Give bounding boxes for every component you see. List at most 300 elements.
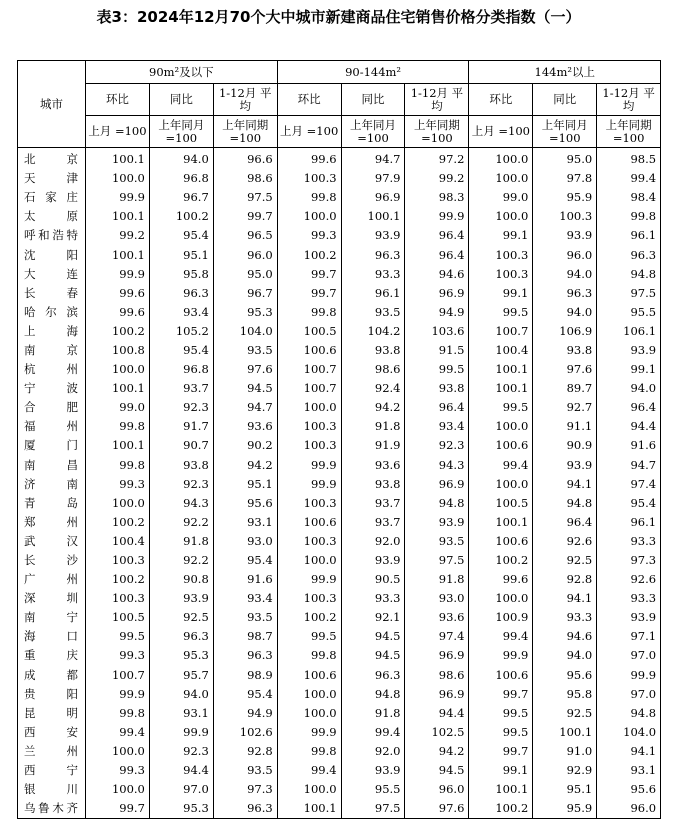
index-value: 96.4 xyxy=(405,245,469,264)
city-name: 厦门 xyxy=(24,438,78,453)
index-value: 95.4 xyxy=(149,341,213,360)
index-value: 100.6 xyxy=(469,532,533,551)
index-value: 100.4 xyxy=(86,532,150,551)
table-row xyxy=(18,742,661,761)
index-value: 100.0 xyxy=(277,704,341,723)
index-value: 97.6 xyxy=(213,360,277,379)
city-cell xyxy=(18,360,86,379)
index-value: 97.5 xyxy=(341,799,405,819)
index-value: 99.9 xyxy=(277,723,341,742)
index-value: 99.8 xyxy=(277,188,341,207)
index-value: 100.0 xyxy=(86,780,150,799)
subcolumn-header: 同比 xyxy=(533,84,597,116)
index-value: 91.8 xyxy=(405,570,469,589)
table-row xyxy=(18,532,661,551)
index-value: 93.1 xyxy=(149,704,213,723)
index-value: 100.0 xyxy=(277,207,341,226)
city-cell xyxy=(18,226,86,245)
index-value: 94.5 xyxy=(213,379,277,398)
index-value: 94.0 xyxy=(533,265,597,284)
index-value: 94.5 xyxy=(341,627,405,646)
city-name: 北京 xyxy=(24,152,78,167)
city-cell xyxy=(18,513,86,532)
city-cell xyxy=(18,589,86,608)
table-row xyxy=(18,627,661,646)
table-row xyxy=(18,475,661,494)
index-value: 100.3 xyxy=(277,589,341,608)
index-value: 100.0 xyxy=(277,780,341,799)
city-cell xyxy=(18,148,86,170)
index-value: 93.1 xyxy=(597,761,661,780)
index-value: 94.6 xyxy=(533,627,597,646)
base-header: 上年同月 =100 xyxy=(341,116,405,148)
index-value: 100.0 xyxy=(469,148,533,170)
index-value: 92.5 xyxy=(533,551,597,570)
index-value: 99.3 xyxy=(86,761,150,780)
index-value: 93.9 xyxy=(149,589,213,608)
index-value: 96.9 xyxy=(405,646,469,665)
index-value: 95.4 xyxy=(213,685,277,704)
index-value: 102.6 xyxy=(213,723,277,742)
table-row xyxy=(18,303,661,322)
table-body xyxy=(18,148,661,819)
city-cell xyxy=(18,723,86,742)
index-value: 96.4 xyxy=(533,513,597,532)
subcolumn-header: 1-12月 平均 xyxy=(405,84,469,116)
index-value: 97.0 xyxy=(597,685,661,704)
index-value: 94.0 xyxy=(533,303,597,322)
city-cell xyxy=(18,780,86,799)
base-header: 上月 =100 xyxy=(86,116,150,148)
index-value: 100.0 xyxy=(277,398,341,417)
index-value: 95.8 xyxy=(149,265,213,284)
index-value: 100.3 xyxy=(277,494,341,513)
index-value: 91.8 xyxy=(149,532,213,551)
index-value: 92.3 xyxy=(149,742,213,761)
index-value: 94.8 xyxy=(597,704,661,723)
index-value: 95.5 xyxy=(341,780,405,799)
index-value: 100.3 xyxy=(277,169,341,188)
index-value: 93.1 xyxy=(213,513,277,532)
index-value: 99.4 xyxy=(469,456,533,475)
table-row xyxy=(18,417,661,436)
index-value: 90.9 xyxy=(533,436,597,455)
city-header: 城市 xyxy=(18,61,86,148)
index-value: 100.3 xyxy=(86,589,150,608)
index-value: 100.2 xyxy=(277,245,341,264)
city-name: 广州 xyxy=(24,572,78,587)
city-cell xyxy=(18,761,86,780)
index-value: 99.9 xyxy=(405,207,469,226)
city-cell xyxy=(18,799,86,819)
index-value: 96.0 xyxy=(533,245,597,264)
city-name: 昆明 xyxy=(24,705,78,720)
group-header-mid: 90-144m² xyxy=(277,61,469,84)
index-value: 95.6 xyxy=(533,666,597,685)
index-value: 100.3 xyxy=(469,245,533,264)
city-cell xyxy=(18,551,86,570)
city-name: 长沙 xyxy=(24,553,78,568)
index-value: 95.0 xyxy=(533,148,597,170)
index-value: 95.9 xyxy=(533,188,597,207)
table-row xyxy=(18,245,661,264)
index-value: 97.3 xyxy=(213,780,277,799)
index-value: 99.4 xyxy=(469,627,533,646)
index-value: 93.7 xyxy=(341,513,405,532)
index-value: 99.1 xyxy=(597,360,661,379)
index-value: 93.0 xyxy=(405,589,469,608)
index-value: 100.6 xyxy=(469,436,533,455)
index-value: 94.7 xyxy=(597,456,661,475)
index-value: 103.6 xyxy=(405,322,469,341)
index-value: 99.1 xyxy=(469,284,533,303)
index-value: 104.0 xyxy=(213,322,277,341)
index-value: 100.3 xyxy=(277,532,341,551)
index-value: 91.7 xyxy=(149,417,213,436)
index-value: 92.9 xyxy=(533,761,597,780)
index-value: 91.0 xyxy=(533,742,597,761)
index-value: 96.8 xyxy=(149,169,213,188)
index-value: 99.3 xyxy=(86,475,150,494)
group-header-large: 144m²以上 xyxy=(469,61,661,84)
index-value: 99.9 xyxy=(277,475,341,494)
index-value: 96.4 xyxy=(597,398,661,417)
city-name: 大连 xyxy=(24,266,78,281)
index-value: 100.3 xyxy=(469,265,533,284)
index-value: 97.4 xyxy=(405,627,469,646)
index-value: 92.4 xyxy=(341,379,405,398)
index-value: 99.8 xyxy=(277,646,341,665)
subcolumn-header: 1-12月 平均 xyxy=(213,84,277,116)
index-value: 95.8 xyxy=(533,685,597,704)
index-value: 99.4 xyxy=(86,723,150,742)
index-value: 91.9 xyxy=(341,436,405,455)
index-value: 100.0 xyxy=(469,207,533,226)
index-value: 99.8 xyxy=(277,742,341,761)
index-value: 93.5 xyxy=(405,532,469,551)
subcolumn-header: 环比 xyxy=(277,84,341,116)
city-cell xyxy=(18,207,86,226)
index-value: 100.1 xyxy=(86,436,150,455)
index-value: 94.4 xyxy=(597,417,661,436)
index-value: 99.0 xyxy=(86,398,150,417)
index-value: 96.3 xyxy=(533,284,597,303)
table-row xyxy=(18,570,661,589)
table-row xyxy=(18,646,661,665)
index-value: 100.1 xyxy=(469,379,533,398)
index-value: 95.1 xyxy=(149,245,213,264)
city-cell xyxy=(18,704,86,723)
table-row xyxy=(18,799,661,819)
city-cell xyxy=(18,169,86,188)
index-value: 99.5 xyxy=(405,360,469,379)
table-row xyxy=(18,398,661,417)
table-row xyxy=(18,284,661,303)
index-value: 96.3 xyxy=(149,284,213,303)
table-row xyxy=(18,360,661,379)
index-value: 104.0 xyxy=(597,723,661,742)
index-value: 97.8 xyxy=(533,169,597,188)
index-value: 93.9 xyxy=(341,226,405,245)
index-value: 92.1 xyxy=(341,608,405,627)
index-value: 98.5 xyxy=(597,148,661,170)
index-value: 90.2 xyxy=(213,436,277,455)
index-value: 96.0 xyxy=(213,245,277,264)
index-value: 93.3 xyxy=(341,265,405,284)
city-cell xyxy=(18,608,86,627)
city-cell xyxy=(18,303,86,322)
group-header-small: 90m²及以下 xyxy=(86,61,278,84)
index-value: 94.9 xyxy=(405,303,469,322)
city-cell xyxy=(18,532,86,551)
index-value: 93.8 xyxy=(149,456,213,475)
city-cell xyxy=(18,646,86,665)
subcolumn-header: 同比 xyxy=(341,84,405,116)
index-value: 100.3 xyxy=(277,436,341,455)
subcolumn-header: 环比 xyxy=(86,84,150,116)
index-value: 92.0 xyxy=(341,742,405,761)
index-value: 96.7 xyxy=(213,284,277,303)
city-name: 哈尔滨 xyxy=(24,304,78,319)
index-value: 93.5 xyxy=(213,761,277,780)
index-value: 100.3 xyxy=(86,551,150,570)
table-row xyxy=(18,551,661,570)
index-value: 99.7 xyxy=(86,799,150,819)
index-value: 100.5 xyxy=(86,608,150,627)
index-value: 94.4 xyxy=(405,704,469,723)
index-value: 90.8 xyxy=(149,570,213,589)
city-cell xyxy=(18,265,86,284)
index-value: 100.1 xyxy=(469,513,533,532)
table-row xyxy=(18,322,661,341)
index-value: 100.2 xyxy=(86,570,150,589)
index-value: 95.3 xyxy=(149,799,213,819)
subcolumn-header-row xyxy=(18,84,661,116)
index-value: 100.1 xyxy=(341,207,405,226)
table-row xyxy=(18,761,661,780)
index-value: 95.9 xyxy=(533,799,597,819)
index-value: 99.9 xyxy=(86,685,150,704)
city-name: 南昌 xyxy=(24,457,78,472)
index-value: 97.4 xyxy=(597,475,661,494)
index-value: 100.1 xyxy=(86,207,150,226)
table-row xyxy=(18,341,661,360)
index-value: 98.3 xyxy=(405,188,469,207)
index-value: 90.5 xyxy=(341,570,405,589)
index-value: 92.2 xyxy=(149,513,213,532)
index-value: 91.8 xyxy=(341,704,405,723)
city-cell xyxy=(18,188,86,207)
index-value: 93.5 xyxy=(341,303,405,322)
index-value: 96.4 xyxy=(405,226,469,245)
index-value: 97.6 xyxy=(405,799,469,819)
index-value: 99.7 xyxy=(469,742,533,761)
index-value: 100.9 xyxy=(469,608,533,627)
index-value: 98.6 xyxy=(341,360,405,379)
index-value: 97.5 xyxy=(405,551,469,570)
index-value: 93.9 xyxy=(597,608,661,627)
index-value: 97.5 xyxy=(213,188,277,207)
index-value: 97.2 xyxy=(405,148,469,170)
index-value: 96.3 xyxy=(341,666,405,685)
index-value: 96.6 xyxy=(213,148,277,170)
table-row xyxy=(18,226,661,245)
index-value: 94.6 xyxy=(405,265,469,284)
index-value: 100.7 xyxy=(469,322,533,341)
index-value: 93.9 xyxy=(341,761,405,780)
index-value: 95.3 xyxy=(213,303,277,322)
index-value: 96.3 xyxy=(597,245,661,264)
index-value: 98.9 xyxy=(213,666,277,685)
base-header: 上年同月 =100 xyxy=(533,116,597,148)
index-value: 93.9 xyxy=(533,456,597,475)
index-value: 100.6 xyxy=(469,666,533,685)
table-row xyxy=(18,207,661,226)
table-row xyxy=(18,188,661,207)
index-value: 94.2 xyxy=(341,398,405,417)
index-value: 93.6 xyxy=(405,608,469,627)
index-value: 94.0 xyxy=(597,379,661,398)
index-value: 100.7 xyxy=(277,379,341,398)
index-value: 95.6 xyxy=(597,780,661,799)
index-value: 91.5 xyxy=(405,341,469,360)
city-name: 合肥 xyxy=(24,400,78,415)
index-value: 99.9 xyxy=(86,188,150,207)
city-name: 乌鲁木齐 xyxy=(24,801,78,816)
city-name: 西安 xyxy=(24,724,78,739)
index-value: 106.9 xyxy=(533,322,597,341)
table-row xyxy=(18,723,661,742)
index-value: 102.5 xyxy=(405,723,469,742)
index-value: 99.7 xyxy=(213,207,277,226)
index-value: 100.1 xyxy=(86,379,150,398)
index-value: 99.9 xyxy=(597,666,661,685)
index-value: 97.0 xyxy=(149,780,213,799)
index-value: 94.0 xyxy=(149,685,213,704)
index-value: 96.1 xyxy=(341,284,405,303)
index-value: 97.9 xyxy=(341,169,405,188)
city-cell xyxy=(18,245,86,264)
city-cell xyxy=(18,322,86,341)
index-value: 93.3 xyxy=(597,589,661,608)
index-value: 94.1 xyxy=(533,475,597,494)
index-value: 96.5 xyxy=(213,226,277,245)
index-value: 99.8 xyxy=(86,417,150,436)
city-name: 深圳 xyxy=(24,591,78,606)
index-value: 89.7 xyxy=(533,379,597,398)
index-value: 94.1 xyxy=(597,742,661,761)
base-header: 上月 =100 xyxy=(469,116,533,148)
index-value: 100.0 xyxy=(469,417,533,436)
index-value: 96.8 xyxy=(149,360,213,379)
city-name: 成都 xyxy=(24,667,78,682)
index-value: 96.4 xyxy=(405,398,469,417)
index-value: 99.4 xyxy=(277,761,341,780)
city-name: 沈阳 xyxy=(24,247,78,262)
index-value: 99.5 xyxy=(469,704,533,723)
index-value: 94.1 xyxy=(533,589,597,608)
index-value: 92.7 xyxy=(533,398,597,417)
city-cell xyxy=(18,417,86,436)
index-value: 92.3 xyxy=(149,475,213,494)
index-value: 99.5 xyxy=(86,627,150,646)
index-value: 99.5 xyxy=(469,398,533,417)
index-value: 93.8 xyxy=(341,475,405,494)
index-value: 100.2 xyxy=(86,322,150,341)
index-value: 95.0 xyxy=(213,265,277,284)
city-name: 长春 xyxy=(24,285,78,300)
city-name: 西宁 xyxy=(24,763,78,778)
index-value: 100.2 xyxy=(277,608,341,627)
index-value: 93.4 xyxy=(149,303,213,322)
table-row xyxy=(18,494,661,513)
index-value: 98.7 xyxy=(213,627,277,646)
index-value: 93.3 xyxy=(597,532,661,551)
city-name: 呼和浩特 xyxy=(24,228,78,243)
city-name: 武汉 xyxy=(24,533,78,548)
table-row xyxy=(18,704,661,723)
index-value: 100.7 xyxy=(277,360,341,379)
index-value: 99.8 xyxy=(86,456,150,475)
index-value: 92.2 xyxy=(149,551,213,570)
index-value: 99.7 xyxy=(277,284,341,303)
index-value: 100.0 xyxy=(277,551,341,570)
index-value: 91.1 xyxy=(533,417,597,436)
index-value: 100.0 xyxy=(469,475,533,494)
index-value: 100.5 xyxy=(469,494,533,513)
index-value: 98.4 xyxy=(597,188,661,207)
index-value: 93.8 xyxy=(341,341,405,360)
index-value: 96.9 xyxy=(405,475,469,494)
index-value: 92.3 xyxy=(149,398,213,417)
city-name: 福州 xyxy=(24,419,78,434)
index-value: 95.7 xyxy=(149,666,213,685)
city-cell xyxy=(18,742,86,761)
index-value: 93.6 xyxy=(341,456,405,475)
index-value: 95.4 xyxy=(597,494,661,513)
city-cell xyxy=(18,666,86,685)
index-value: 99.3 xyxy=(277,226,341,245)
city-name: 兰州 xyxy=(24,743,78,758)
index-value: 99.6 xyxy=(86,284,150,303)
index-value: 95.3 xyxy=(149,646,213,665)
index-value: 96.3 xyxy=(213,646,277,665)
city-name: 杭州 xyxy=(24,362,78,377)
index-value: 100.3 xyxy=(533,207,597,226)
index-value: 94.8 xyxy=(597,265,661,284)
index-value: 99.6 xyxy=(277,148,341,170)
index-value: 96.9 xyxy=(405,284,469,303)
city-name: 石家庄 xyxy=(24,190,78,205)
index-value: 94.2 xyxy=(405,742,469,761)
index-value: 93.9 xyxy=(533,226,597,245)
index-value: 92.8 xyxy=(213,742,277,761)
index-value: 100.0 xyxy=(86,742,150,761)
index-value: 92.5 xyxy=(533,704,597,723)
index-value: 96.3 xyxy=(213,799,277,819)
index-value: 96.9 xyxy=(341,188,405,207)
table-row xyxy=(18,589,661,608)
index-value: 96.1 xyxy=(597,513,661,532)
index-value: 104.2 xyxy=(341,322,405,341)
index-value: 96.3 xyxy=(149,627,213,646)
index-value: 99.6 xyxy=(469,570,533,589)
index-value: 91.8 xyxy=(341,417,405,436)
index-value: 93.9 xyxy=(341,551,405,570)
index-value: 100.1 xyxy=(469,780,533,799)
index-value: 94.8 xyxy=(533,494,597,513)
index-value: 94.3 xyxy=(405,456,469,475)
